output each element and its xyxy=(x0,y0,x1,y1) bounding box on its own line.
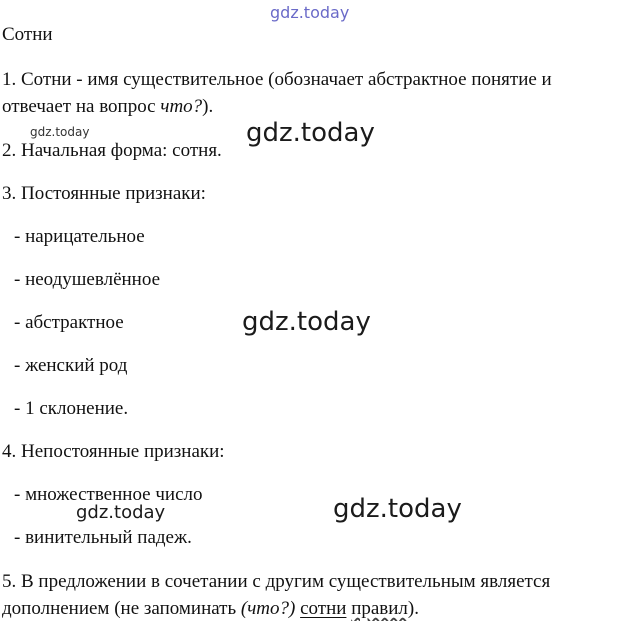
item2: 2. Начальная форма: сотня. xyxy=(2,140,222,161)
item1-question: что? xyxy=(160,96,203,117)
item5-line1: 5. В предложении в сочетании с другим существительным является xyxy=(2,571,551,592)
item4-feature: - винительный падеж. xyxy=(14,527,192,548)
item3-feature: - неодушевлённое xyxy=(14,269,160,290)
item1-line1: 1. Сотни - имя существительное (обозначает абстрактное понятие и xyxy=(2,69,552,90)
item1-line2-prefix: отвечает на вопрос xyxy=(2,96,161,117)
item5-question: (что?) xyxy=(240,598,296,619)
item1-line2-suffix: ). xyxy=(202,96,214,117)
heading: Сотни xyxy=(2,24,53,45)
item5-word-sotni: сотни xyxy=(300,598,347,619)
watermark-medium: gdz.today xyxy=(76,502,166,523)
item1-line2 xyxy=(2,96,213,118)
watermark-large-2: gdz.today xyxy=(242,307,371,337)
item5-line2 xyxy=(2,598,419,620)
item4-title: 4. Непостоянные признаки: xyxy=(2,441,225,462)
item5-line2-suffix: ). xyxy=(407,598,419,619)
item3-feature: - нарицательное xyxy=(14,226,145,247)
item3-feature: - женский род xyxy=(14,355,128,376)
item3-title: 3. Постоянные признаки: xyxy=(2,183,206,204)
item5-line2-prefix: дополнением (не запоминать xyxy=(2,598,241,619)
item3-feature: - 1 склонение. xyxy=(14,398,129,419)
watermark-top: gdz.today xyxy=(270,3,350,22)
watermark-large-1: gdz.today xyxy=(246,118,375,148)
item4-feature: - множественное число xyxy=(14,484,203,505)
watermark-small-1: gdz.today xyxy=(30,125,90,139)
item3-feature: - абстрактное xyxy=(14,312,124,333)
watermark-large-3: gdz.today xyxy=(333,494,462,524)
item5-word-pravil: правил xyxy=(351,598,408,619)
